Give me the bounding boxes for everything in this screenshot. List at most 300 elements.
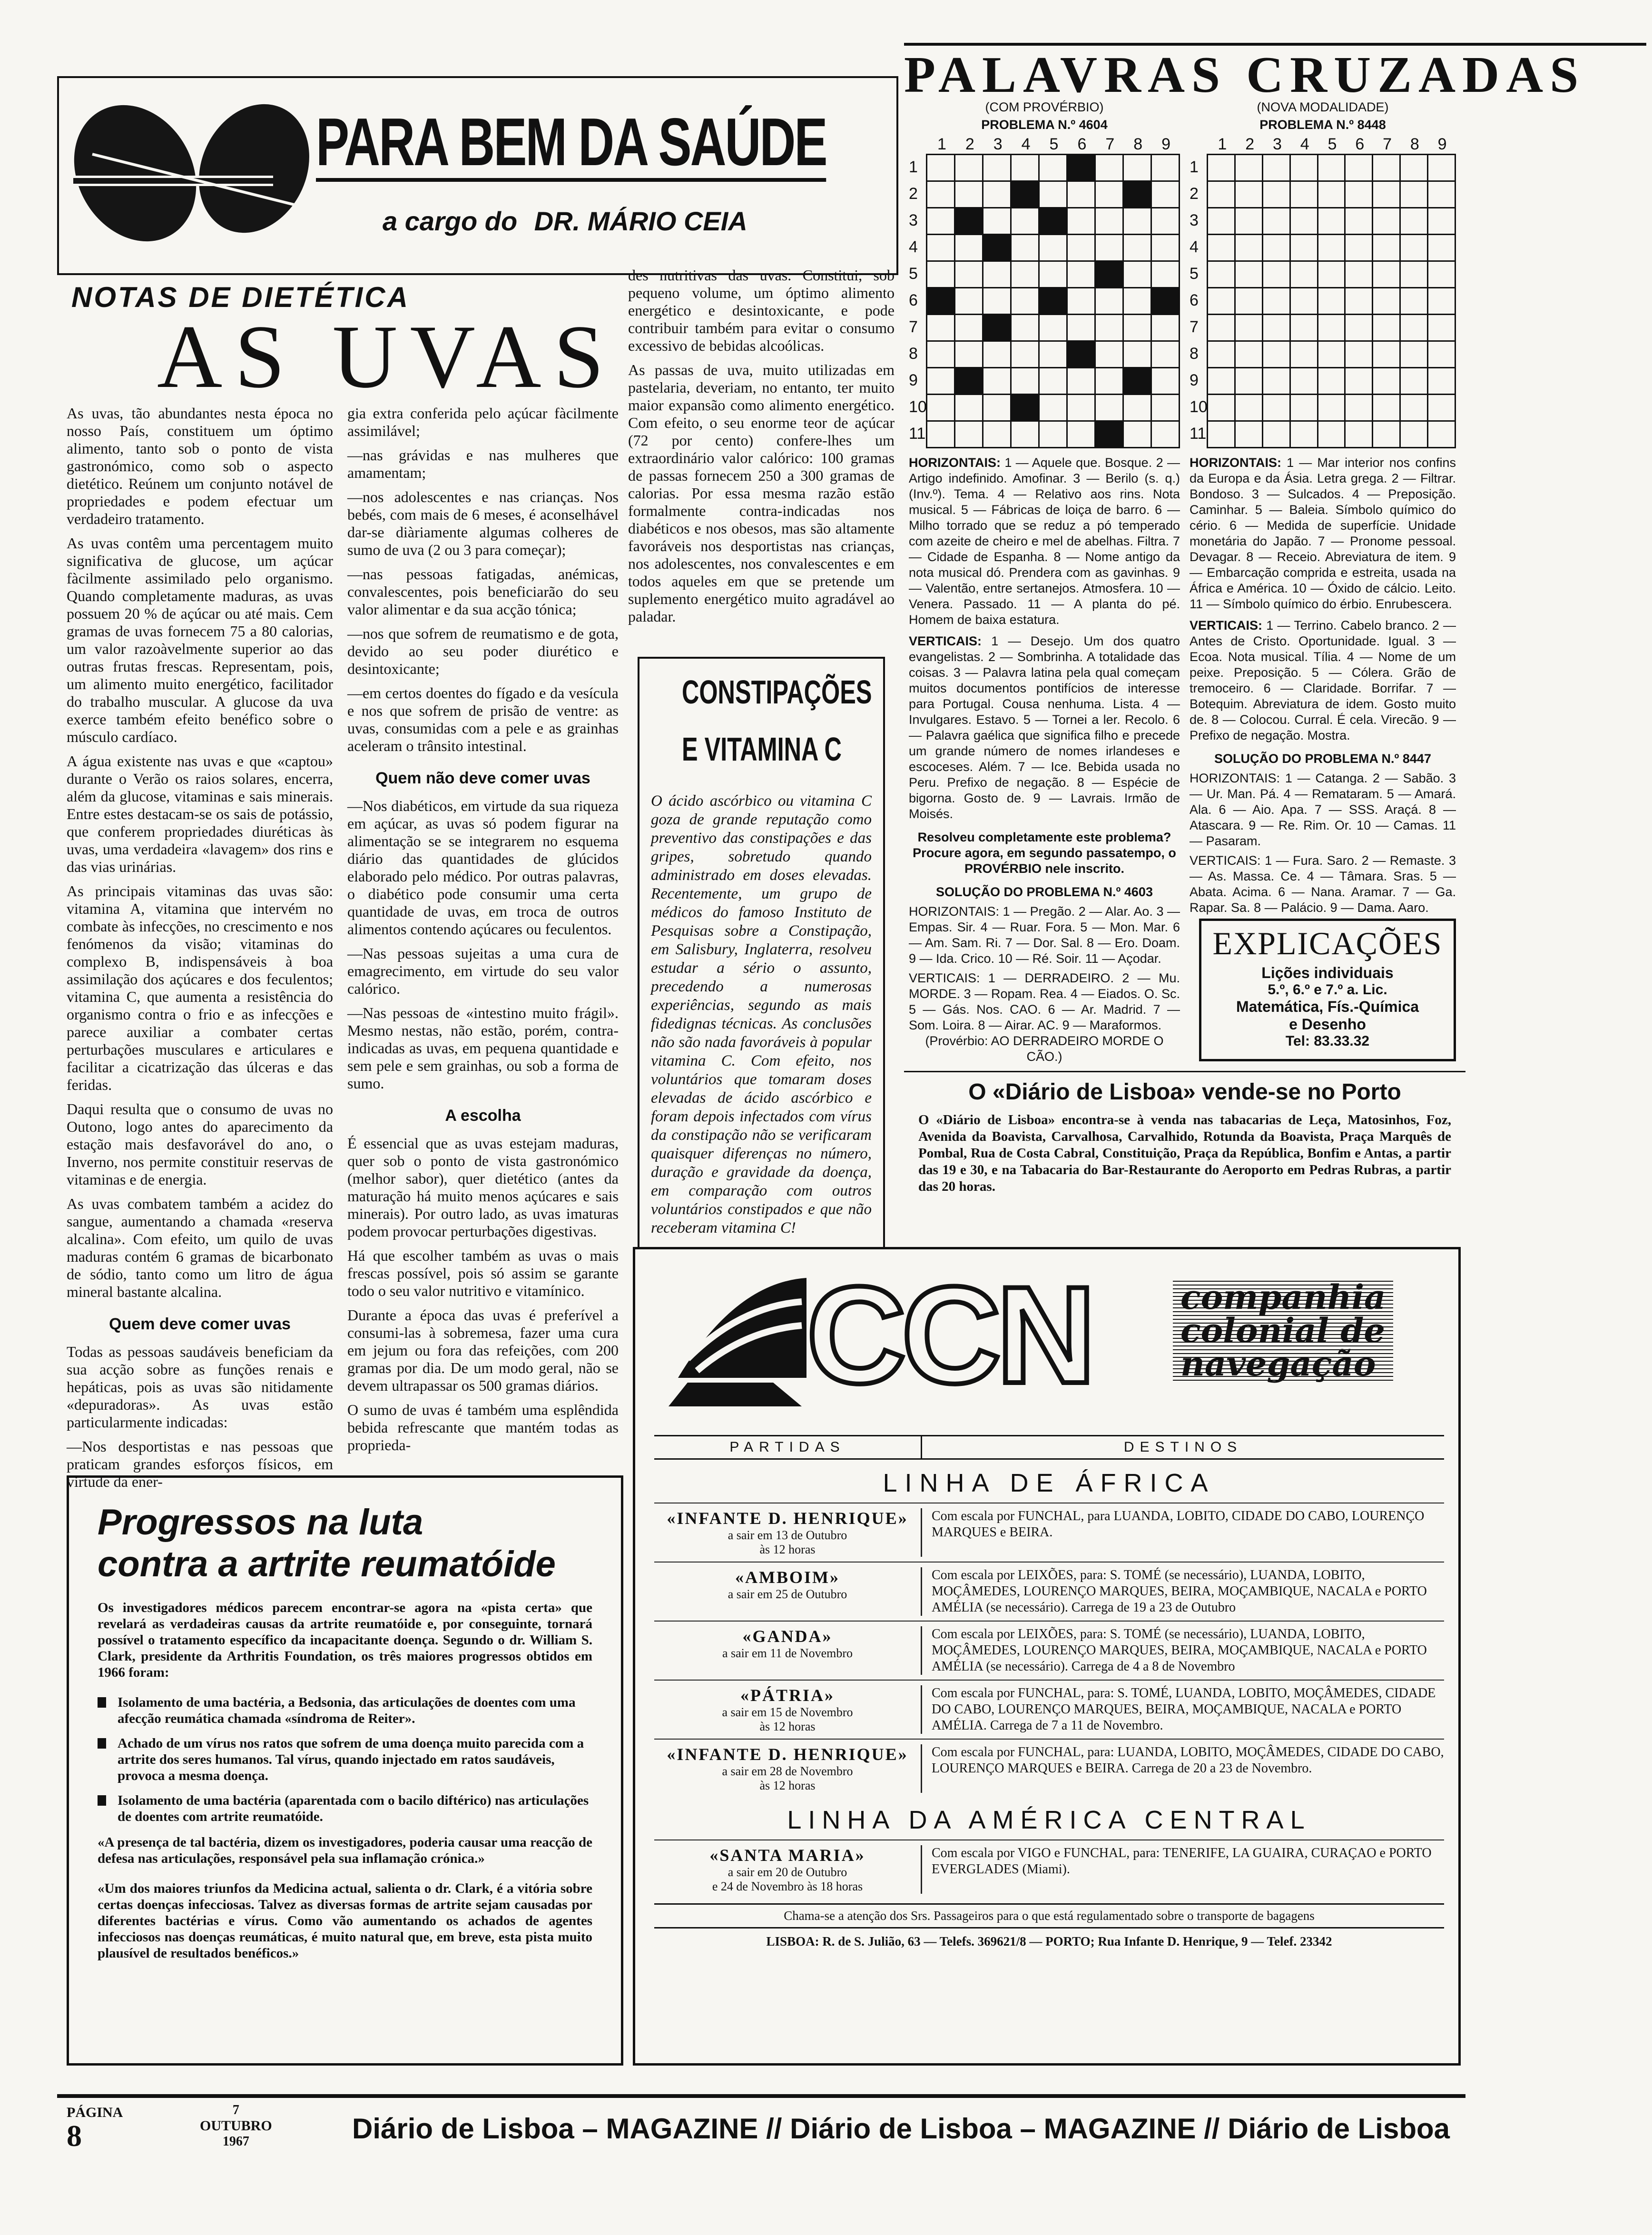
cw-cell[interactable] [1262, 155, 1290, 181]
cw-cell[interactable] [1208, 395, 1235, 421]
cw-cell[interactable] [1373, 235, 1400, 261]
cw-cell[interactable] [1235, 421, 1262, 448]
cw-cell[interactable] [1208, 288, 1235, 315]
cw-cell[interactable] [1400, 235, 1428, 261]
cw-cell[interactable] [1151, 181, 1180, 208]
cw-cell[interactable] [1318, 181, 1345, 208]
cw-cell[interactable] [983, 261, 1011, 288]
cw-left-v-label: VERTICAIS: [909, 634, 982, 648]
cw-cell[interactable] [1011, 288, 1039, 315]
uvas-p4: As principais vitaminas das uvas são: vitamina A, vitamina que intervém no combate às infecções, no crescimento e nos fenómenos da visão; vitaminas do complexo B, indispensáveis à boa assimilação dos açúcares e dos feculentos; vitamina C, que aumenta a resistência do organismo contra o frio e as infecções e parece auxiliar a combater certas perturbações musculares e articulares e facilitar a cicatrização das úlceras e das feridas. [67, 882, 333, 1093]
cw-cell[interactable] [1428, 208, 1455, 235]
cw-col-number: 1 [937, 135, 946, 153]
cw-cell[interactable] [1290, 368, 1318, 395]
ccn-ship-name: «SANTA MARIA» [709, 1846, 865, 1865]
cw-cell[interactable] [1428, 288, 1455, 315]
cw-cell[interactable] [1095, 368, 1123, 395]
cw-cell[interactable] [1208, 181, 1235, 208]
cw-right-solution-title: SOLUÇÃO DO PROBLEMA N.º 8447 [1214, 752, 1431, 766]
uvas-subhead-escolha: A escolha [445, 1107, 521, 1125]
uvas-p7: Todas as pessoas saudáveis beneficiam da sua acção sobre as funções renais e hepáticas, pois as uvas são nitidamente «depuradoras». As uvas estão particularmente indicadas: [67, 1343, 333, 1431]
cw-cell[interactable] [1345, 181, 1373, 208]
cw-cell[interactable] [1067, 155, 1095, 181]
cw-cell[interactable] [1373, 261, 1400, 288]
cw-cell[interactable] [1151, 421, 1180, 448]
cw-cell[interactable] [1208, 261, 1235, 288]
cw-cell[interactable] [927, 155, 955, 181]
cw-cell[interactable] [1011, 368, 1039, 395]
cw-cell[interactable] [1373, 341, 1400, 368]
cw-cell[interactable] [1151, 155, 1180, 181]
uvas-c2-p2: —nas grávidas e nas mulheres que amamentam; [347, 446, 619, 481]
cw-cell[interactable] [1235, 341, 1262, 368]
porto-title: O «Diário de Lisboa» vende-se no Porto [968, 1079, 1401, 1105]
cw-col-number: 6 [1355, 135, 1365, 153]
ccn-ship-date: e 24 de Novembro às 18 horas [712, 1879, 863, 1893]
cw-cell[interactable] [1318, 395, 1345, 421]
cw-cell[interactable] [1345, 288, 1373, 315]
cw-cell[interactable] [983, 368, 1011, 395]
cw-cell[interactable] [1400, 315, 1428, 341]
ccn-ship-destino: Com escala por FUNCHAL, para LUANDA, LOBITO, CIDADE DO CABO, LOURENÇO MARQUES e BEIRA. [921, 1508, 1444, 1557]
cw-cell[interactable] [1011, 208, 1039, 235]
ccn-company-name [1173, 1278, 1393, 1384]
uvas-headline: AS UVAS [157, 307, 617, 407]
cw-col-number: 5 [1328, 135, 1337, 153]
cw-cell[interactable] [1318, 235, 1345, 261]
cw-cell[interactable] [1067, 421, 1095, 448]
ccn-logo: CCN [806, 1258, 1092, 1412]
cw-cell[interactable] [1262, 341, 1290, 368]
ccn-ship-partida [654, 1508, 921, 1557]
cw-col-number: 2 [1245, 135, 1255, 153]
cw-cell[interactable] [1151, 235, 1180, 261]
cw-cell[interactable] [1290, 235, 1318, 261]
constipacoes-title-2: E VITAMINA C [681, 731, 842, 768]
constipacoes-title-1: CONSTIPAÇÕES [681, 673, 872, 711]
cw-cell[interactable] [1235, 288, 1262, 315]
cw-cell[interactable] [1067, 368, 1095, 395]
cw-cell[interactable] [983, 395, 1011, 421]
uvas-c2-p4: —nas pessoas fatigadas, anémicas, convalescentes, pois beneficiarão do seu valor alimentar e da sua acção tónica; [347, 565, 619, 618]
ccn-notice: Chama-se a atenção dos Srs. Passageiros para o que está regulamentado sobre o transporte de bagagens [654, 1903, 1444, 1928]
uvas-p2: As uvas contêm uma percentagem muito significativa de glucose, um açúcar fàcilmente assimilado pelo organismo. Quando completamente maduras, as uvas possuem 20 % de açúcar ou até mais. Cem gramas de uvas fornecem 75 a 80 calorias, um valor razoàvelmente superior ao das outras frutas frescas. Representam, pois, um alimento muito energético, facilitador do trabalho muscular. A glucose da uva exerce também efeito benéfico sobre o músculo cardíaco. [67, 534, 333, 745]
cw-cell[interactable] [1262, 235, 1290, 261]
cw-cell[interactable] [1039, 208, 1067, 235]
uvas-c2-p3: —nos adolescentes e nas crianças. Nos bebés, com mais de 6 meses, é aconselhável dar-se diàriamente algumas colheres de sumo de uva (2 ou 3 para começar); [347, 488, 619, 558]
cw-cell[interactable] [927, 341, 955, 368]
cw-cell[interactable] [1345, 421, 1373, 448]
ccn-table [654, 1435, 1444, 1955]
ccn-route-row [654, 1503, 1444, 1562]
cw-cell[interactable] [1208, 208, 1235, 235]
cw-cell[interactable] [1262, 261, 1290, 288]
ccn-africa-list [654, 1503, 1444, 1798]
cw-cell[interactable] [955, 288, 983, 315]
ccn-ship-destino: Com escala por FUNCHAL, para: LUANDA, LOBITO, MOÇÂMEDES, CIDADE DO CABO, LOURENÇO MARQUES e BEIRA. Carrega de 20 a 23 de Novembro. [921, 1744, 1444, 1793]
cw-cell[interactable] [1262, 395, 1290, 421]
cw-cell[interactable] [1011, 315, 1039, 341]
ccn-ship-name: «INFANTE D. HENRIQUE» [667, 1509, 908, 1528]
header-byline [383, 206, 747, 237]
cw-cell[interactable] [1095, 261, 1123, 288]
cw-cell[interactable] [1373, 395, 1400, 421]
cw-cell[interactable] [1123, 235, 1151, 261]
cw-cell[interactable] [1039, 235, 1067, 261]
cw-right-solution-h: HORIZONTAIS: 1 — Catanga. 2 — Sabão. 3 — Ur. Man. Pá. 4 — Remataram. 5 — Amará. Ala. 6 — Aio. Apa. 7 — SSS. Araçá. 8 — Atascara. 9 — Re. Rim. Or. 10 — Camas. 11 — Pasaram. [1190, 771, 1456, 848]
cw-cell[interactable] [927, 395, 955, 421]
cw-row-number: 7 [909, 318, 918, 336]
explicacoes-title: EXPLICAÇÕES [1212, 925, 1443, 961]
cw-cell[interactable] [1345, 208, 1373, 235]
cw-cell[interactable] [983, 315, 1011, 341]
cw-cell[interactable] [1290, 395, 1318, 421]
cw-left-h-label: HORIZONTAIS: [909, 455, 1001, 470]
cw-cell[interactable] [1345, 395, 1373, 421]
cw-cell[interactable] [1428, 235, 1455, 261]
cw-cell[interactable] [1318, 315, 1345, 341]
cw-left-grid [926, 154, 1180, 448]
cw-cell[interactable] [1039, 395, 1067, 421]
cw-cell[interactable] [1208, 341, 1235, 368]
ccn-linha-america: LINHA DA AMÉRICA CENTRAL [787, 1806, 1311, 1834]
artrite-item-2: Achado de um vírus nos ratos que sofrem de uma doença muito parecida com a artrite dos seres humanos. Tal vírus, quando injectado em ratos saudáveis, provoca a mesma doença. [118, 1736, 584, 1783]
cw-cell[interactable] [1428, 261, 1455, 288]
cw-cell[interactable] [1235, 261, 1262, 288]
cw-cell[interactable] [1318, 421, 1345, 448]
cw-cell[interactable] [1123, 368, 1151, 395]
cw-cell[interactable] [1011, 421, 1039, 448]
cw-cell[interactable] [1235, 315, 1262, 341]
cw-cell[interactable] [1262, 315, 1290, 341]
cw-cell[interactable] [1039, 288, 1067, 315]
uvas-p8: —Nos desportistas e nas pessoas que praticam grandes esforços físicos, em virtude da ener- [67, 1438, 333, 1490]
cw-cell[interactable] [983, 181, 1011, 208]
ccn-ship-date: a sair em 15 de Novembro [722, 1705, 853, 1719]
cw-cell[interactable] [983, 341, 1011, 368]
artrite-title-1: Progressos na luta [98, 1502, 423, 1543]
cw-cell[interactable] [983, 421, 1011, 448]
cw-cell[interactable] [955, 155, 983, 181]
cw-cell[interactable] [1208, 155, 1235, 181]
cw-col-number: 3 [993, 135, 1003, 153]
uvas-col1 [67, 405, 333, 1490]
cw-cell[interactable] [1123, 181, 1151, 208]
artrite-intro: Os investigadores médicos parecem encontrar-se agora na «pista certa» que revelará as verdadeiras causas da artrite reumatóide e, por conseguinte, tornará possível o tratamento específico da incapacitante doença. Segundo o dr. William S. Clark, presidente da Arthritis Foundation, os três maiores progressos obtidos em 1966 foram: [98, 1600, 592, 1680]
cw-cell[interactable] [1123, 261, 1151, 288]
explicacoes-line2: 5.º, 6.º e 7.º a. Lic. [1268, 982, 1387, 998]
cw-row-number: 5 [1190, 265, 1199, 283]
cw-cell[interactable] [1400, 181, 1428, 208]
cw-cell[interactable] [1290, 341, 1318, 368]
cw-cell[interactable] [1345, 315, 1373, 341]
cw-left-note1: Resolveu completamente este problema? [917, 830, 1171, 844]
cw-cell[interactable] [1067, 261, 1095, 288]
cw-cell[interactable] [1095, 421, 1123, 448]
cw-cell[interactable] [1428, 341, 1455, 368]
ship-flag-icon [649, 1264, 821, 1416]
cw-cell[interactable] [983, 235, 1011, 261]
cw-cell[interactable] [955, 421, 983, 448]
cw-cell[interactable] [1318, 341, 1345, 368]
ccn-ship-partida [654, 1626, 921, 1675]
cw-cell[interactable] [1011, 181, 1039, 208]
cw-row-number: 10 [909, 398, 927, 416]
uvas-c2-p6: —em certos doentes do fígado e da vesícula e nos que sofrem de prisão de ventre: as uvas, consumidas com a pele e as grainhas aceleram o trânsito intestinal. [347, 684, 619, 754]
cw-row-number: 5 [909, 265, 918, 283]
cw-cell[interactable] [955, 261, 983, 288]
cw-cell[interactable] [1290, 208, 1318, 235]
ccn-ship-date: às 12 horas [759, 1543, 816, 1556]
cw-cell[interactable] [1235, 395, 1262, 421]
cw-cell[interactable] [1151, 315, 1180, 341]
cw-cell[interactable] [927, 235, 955, 261]
cw-cell[interactable] [955, 208, 983, 235]
cw-left-problem: PROBLEMA N.º 4604 [981, 118, 1108, 132]
footer-pagina-label: PÁGINA [67, 2105, 123, 2120]
artrite-box [67, 1475, 623, 2066]
cw-cell[interactable] [983, 288, 1011, 315]
cw-cell[interactable] [1095, 235, 1123, 261]
porto-body: O «Diário de Lisboa» encontra-se à venda nas tabacarias de Leça, Matosinhos, Foz, Avenida da Boavista, Carvalhosa, Carvalhido, Rotunda da Boavista, Praça Marquês de Pombal, Rua de Costa Cabral, Constituição, Praça da República, Bonfim e Antas, a partir das 19 e 30, e na Tabacaria do Bar-Restaurante do Aeroporto em Pedras Rubras, a partir das 20 horas. [918, 1112, 1451, 1194]
cw-row-number: 11 [1190, 425, 1207, 443]
footer-year: 1967 [222, 2134, 249, 2149]
cw-cell[interactable] [1067, 395, 1095, 421]
ccn-ship-name: «PÁTRIA» [740, 1686, 835, 1705]
cw-left-solution-h: HORIZONTAIS: 1 — Pregão. 2 — Alar. Ao. 3 — Empas. Sir. 4 — Ruar. Fora. 5 — Mon. Mar. 6 — Am. Sam. Ri. 7 — Dor. Sal. 8 — Ero. Doam. 9 — Ida. Crico. 10 — Ré. Soir. 11 — Açodar. [909, 904, 1180, 966]
cw-cell[interactable] [1373, 208, 1400, 235]
cw-cell[interactable] [1400, 421, 1428, 448]
uvas-p3: A água existente nas uvas e que «captou» durante o Verão os raios solares, encerra, além da glucose, vitaminas e sais minerais. Entre estes destacam-se os sais de potássio, que conferem propriedades diuréticas às uvas, uma verdadeira «lavagem» dos rins e das vias urinárias. [67, 752, 333, 875]
cw-cell[interactable] [927, 261, 955, 288]
cw-col-number: 8 [1410, 135, 1419, 153]
cw-cell[interactable] [1039, 155, 1067, 181]
cw-right-rownums [1190, 154, 1207, 448]
cw-cell[interactable] [1151, 395, 1180, 421]
ccn-company-line1: companhia [1180, 1277, 1386, 1317]
cw-cell[interactable] [1067, 235, 1095, 261]
cw-cell[interactable] [1039, 368, 1067, 395]
uvas-c2-p10: É essencial que as uvas estejam maduras, quer sob o ponto de vista gastronómico (melhor sabor), quer dietético (antes da maturação há muito menos açúcares e sais minerais). Por outro lado, as uvas imaturas podem provocar perturbações digestivas. [347, 1135, 619, 1240]
cw-cell[interactable] [1067, 315, 1095, 341]
cw-cell[interactable] [1039, 421, 1067, 448]
cw-cell[interactable] [955, 181, 983, 208]
ccn-route-row [654, 1739, 1444, 1798]
cw-cell[interactable] [1123, 208, 1151, 235]
cw-cell[interactable] [1095, 315, 1123, 341]
cw-cell[interactable] [1428, 181, 1455, 208]
cw-cell[interactable] [1235, 368, 1262, 395]
cw-cell[interactable] [1318, 261, 1345, 288]
cw-cell[interactable] [1095, 155, 1123, 181]
cw-cell[interactable] [955, 341, 983, 368]
uvas-p5: Daqui resulta que o consumo de uvas no Outono, logo antes do aparecimento da estação mais desfavorável do ano, o Inverno, nos permite constituir reservas de vitaminas e de energia. [67, 1100, 333, 1188]
cw-cell[interactable] [927, 368, 955, 395]
crossword-right [1190, 100, 1456, 916]
cw-cell[interactable] [1345, 341, 1373, 368]
cw-cell[interactable] [1095, 341, 1123, 368]
cw-cell[interactable] [1290, 155, 1318, 181]
cw-cell[interactable] [1095, 288, 1123, 315]
cw-cell[interactable] [1428, 368, 1455, 395]
cw-cell[interactable] [1095, 181, 1123, 208]
cw-cell[interactable] [1151, 288, 1180, 315]
cw-cell[interactable] [1123, 421, 1151, 448]
cw-cell[interactable] [1208, 235, 1235, 261]
cw-cell[interactable] [1011, 155, 1039, 181]
crossword-title: PALAVRAS CRUZADAS [904, 43, 1646, 105]
cw-cell[interactable] [1290, 288, 1318, 315]
cw-cell[interactable] [1428, 155, 1455, 181]
cw-cell[interactable] [1039, 341, 1067, 368]
cw-cell[interactable] [1067, 288, 1095, 315]
uvas-c2-p1: gia extra conferida pelo açúcar fàcilmente assimilável; [347, 405, 619, 439]
uvas-p1: As uvas, tão abundantes nesta época no nosso País, constituem um óptimo alimento, tanto sob o ponto de vista gastronómico, como sob o aspecto dietético. Reúnem um conjunto notável de propriedades e podem efectuar um verdadeiro tratamento. [67, 405, 333, 527]
cw-cell[interactable] [1123, 288, 1151, 315]
cw-cell[interactable] [1262, 421, 1290, 448]
ccn-route-row [654, 1680, 1444, 1739]
cw-cell[interactable] [1262, 288, 1290, 315]
cw-left-rownums [909, 154, 926, 448]
header-title: PARA BEM DA SAÚDE [316, 107, 826, 182]
uvas-col2 [347, 405, 619, 1461]
cw-cell[interactable] [1318, 208, 1345, 235]
cw-row-number: 2 [1190, 185, 1199, 203]
uvas-c2-p11: Há que escolher também as uvas o mais frescas possível, pois só assim se garante todo o seu valor nutritivo e vitamínico. [347, 1247, 619, 1299]
cw-cell[interactable] [1262, 368, 1290, 395]
cw-cell[interactable] [1011, 261, 1039, 288]
cw-cell[interactable] [1373, 181, 1400, 208]
cw-cell[interactable] [1235, 208, 1262, 235]
cw-cell[interactable] [927, 421, 955, 448]
cw-cell[interactable] [1011, 341, 1039, 368]
cw-cell[interactable] [1039, 181, 1067, 208]
bullet-square-icon [98, 1697, 106, 1708]
cw-cell[interactable] [1151, 261, 1180, 288]
byline-author: DR. MÁRIO CEIA [534, 206, 747, 236]
cw-cell[interactable] [983, 208, 1011, 235]
cw-row-number: 1 [1190, 158, 1199, 176]
cw-col-number: 7 [1105, 135, 1115, 153]
cw-row-number: 9 [1190, 371, 1199, 389]
uvas-subhead-nao-deve: Quem não deve comer uvas [375, 769, 590, 787]
cw-cell[interactable] [1123, 395, 1151, 421]
cw-cell[interactable] [1067, 181, 1095, 208]
crossword-left [909, 100, 1180, 1065]
cw-cell[interactable] [1290, 181, 1318, 208]
cw-cell[interactable] [1400, 208, 1428, 235]
cw-cell[interactable] [1151, 341, 1180, 368]
cw-cell[interactable] [1400, 341, 1428, 368]
cw-cell[interactable] [1345, 235, 1373, 261]
ccn-col-partidas: PARTIDAS [729, 1439, 846, 1455]
cw-col-number: 3 [1272, 135, 1282, 153]
cw-cell[interactable] [1428, 421, 1455, 448]
cw-cell[interactable] [1318, 368, 1345, 395]
explicacoes-tel: Tel: 83.33.32 [1285, 1033, 1370, 1049]
cw-row-number: 6 [1190, 291, 1199, 309]
cw-cell[interactable] [1235, 181, 1262, 208]
cw-cell[interactable] [1151, 368, 1180, 395]
cw-cell[interactable] [1039, 315, 1067, 341]
grapes-needle-illustration [64, 83, 330, 268]
cw-row-number: 10 [1190, 398, 1208, 416]
cw-cell[interactable] [1373, 368, 1400, 395]
cw-cell[interactable] [955, 395, 983, 421]
cw-cell[interactable] [1235, 155, 1262, 181]
cw-left-solution-v: VERTICAIS: 1 — DERRADEIRO. 2 — Mu. MORDE. 3 — Ropam. Rea. 4 — Eiados. O. Sc. 5 — Gás. Nos. CAO. 6 — Ar. Madrid. 7 — Som. Loira. 8 — Airar. AC. 9 — Maraformos. [909, 971, 1180, 1032]
footer-running-title: Diário de Lisboa – MAGAZINE // Diário de Lisboa – MAGAZINE // Diário de Lisboa [352, 2113, 1450, 2145]
cw-cell[interactable] [1039, 261, 1067, 288]
cw-cell[interactable] [1123, 155, 1151, 181]
cw-cell[interactable] [1290, 261, 1318, 288]
cw-cell[interactable] [927, 288, 955, 315]
cw-cell[interactable] [1318, 288, 1345, 315]
cw-cell[interactable] [1095, 395, 1123, 421]
cw-cell[interactable] [1151, 208, 1180, 235]
cw-cell[interactable] [1208, 368, 1235, 395]
cw-cell[interactable] [1400, 288, 1428, 315]
ccn-ship-date: às 12 horas [759, 1779, 816, 1792]
cw-cell[interactable] [1208, 315, 1235, 341]
cw-cell[interactable] [1318, 155, 1345, 181]
byline-prefix: a cargo do [383, 206, 518, 236]
cw-cell[interactable] [1373, 288, 1400, 315]
cw-cell[interactable] [1262, 181, 1290, 208]
constipacoes-body: O ácido ascórbico ou vitamina C goza de grande reputação como preventivo das constipações e das gripes, sobretudo quando administrado em doses elevadas. Recentemente, um grupo de médicos do famoso Instituto de Pesquisas sobre a Constipação, em Salisbury, Inglaterra, resolveu estudar a sério o assunto, precedendo a numerosas experiências, segundo as mais fidedignas técnicas. As conclusões não são nada favoráveis à popular vitamina C. Com efeito, nos voluntários que tomaram doses elevadas de ácido ascórbico e foram depois infectados com vírus da constipação não se verificaram quaisquer diferenças no número, duração e gravidade da doença, em comparação com outros voluntários constipados e que não receberam vitamina C! [651, 792, 872, 1236]
cw-cell[interactable] [1345, 261, 1373, 288]
cw-cell[interactable] [1011, 395, 1039, 421]
cw-row-number: 11 [909, 425, 926, 443]
cw-cell[interactable] [1373, 155, 1400, 181]
cw-cell[interactable] [983, 155, 1011, 181]
cw-cell[interactable] [1067, 341, 1095, 368]
explicacoes-line1: Lições individuais [1261, 964, 1394, 981]
cw-cell[interactable] [1428, 395, 1455, 421]
cw-cell[interactable] [1235, 235, 1262, 261]
cw-cell[interactable] [955, 235, 983, 261]
cw-cell[interactable] [927, 208, 955, 235]
cw-cell[interactable] [1373, 421, 1400, 448]
cw-col-number: 9 [1161, 135, 1171, 153]
footer-date-block [200, 2103, 272, 2149]
cw-cell[interactable] [955, 315, 983, 341]
ccn-route-row [654, 1562, 1444, 1621]
cw-cell[interactable] [927, 315, 955, 341]
cw-cell[interactable] [1400, 395, 1428, 421]
cw-cell[interactable] [1400, 368, 1428, 395]
cw-cell[interactable] [1123, 315, 1151, 341]
cw-cell[interactable] [1095, 208, 1123, 235]
uvas-subhead-quem-deve: Quem deve comer uvas [109, 1315, 291, 1333]
cw-cell[interactable] [1290, 421, 1318, 448]
cw-cell[interactable] [1428, 315, 1455, 341]
cw-cell[interactable] [1011, 235, 1039, 261]
cw-cell[interactable] [1345, 155, 1373, 181]
cw-cell[interactable] [1373, 315, 1400, 341]
cw-cell[interactable] [1345, 368, 1373, 395]
cw-cell[interactable] [955, 368, 983, 395]
cw-cell[interactable] [1208, 421, 1235, 448]
cw-cell[interactable] [927, 181, 955, 208]
cw-cell[interactable] [1067, 208, 1095, 235]
cw-cell[interactable] [1123, 341, 1151, 368]
cw-cell[interactable] [1262, 208, 1290, 235]
cw-cell[interactable] [1400, 155, 1428, 181]
cw-cell[interactable] [1400, 261, 1428, 288]
cw-cell[interactable] [1290, 315, 1318, 341]
cw-row-number: 4 [1190, 238, 1199, 256]
